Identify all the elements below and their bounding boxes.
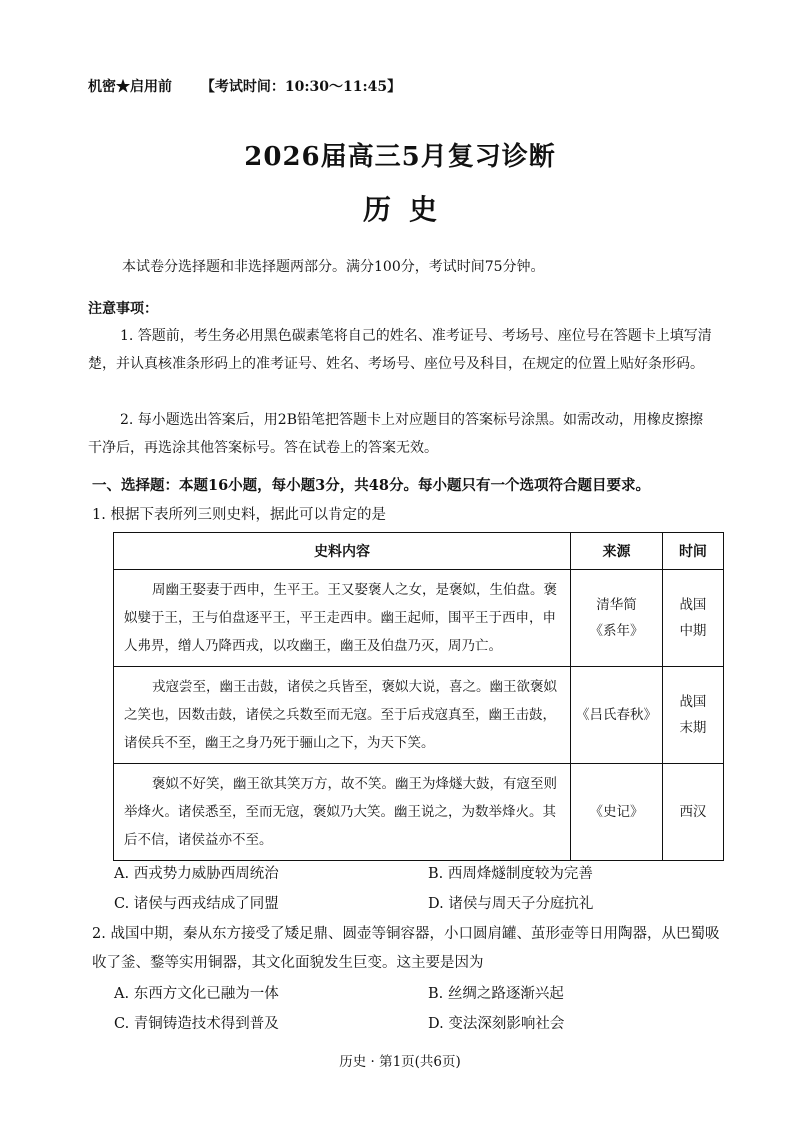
section-heading: 一、选择题：本题16小题，每小题3分，共48分。每小题只有一个选项符合题目要求。 [92,477,650,494]
q1-option-c: C. 诸侯与西戎结成了同盟 [114,896,279,912]
header-time: 时间 [662,533,723,570]
table-row [114,667,724,764]
exam-subject: 历史 [362,193,455,226]
row-content: 戎寇尝至，幽王击鼓，诸侯之兵皆至，褒姒大说，喜之。幽王欲褒姒之笑也，因数击鼓，诸侯之兵数至而无寇。至于后戎寇真至，幽王击鼓，诸侯兵不至，幽王之身乃死于骊山之下，为天下笑。 [114,667,571,764]
q2-option-c: C. 青铜铸造技术得到普及 [114,1016,279,1032]
time-line: 末期 [679,720,707,736]
source-line: 《吕氏春秋》 [575,707,657,723]
source-line: 《史记》 [589,804,644,820]
source-line: 清华简 [596,597,637,613]
q1-option-d: D. 诸侯与周天子分庭抗礼 [428,896,594,912]
source-table [113,532,724,861]
notice-heading: 注意事项： [88,301,158,317]
time-line: 战国 [679,694,707,710]
row-content: 周幽王娶妻于西申，生平王。王又娶褒人之女，是褒姒，生伯盘。褒姒嬖于王，王与伯盘逐平王，平王走西申。幽王起师，围平王于西申，申人弗畀，缯人乃降西戎，以攻幽王，幽王及伯盘乃灭，周乃亡。 [114,570,571,667]
row-time [662,667,723,764]
question-1-stem: 1. 根据下表所列三则史料，据此可以肯定的是 [92,507,386,523]
notice-item: 2. 每小题选出答案后，用2B铅笔把答题卡上对应题目的答案标号涂黑。如需改动，用橡皮擦擦干净后，再选涂其他答案标号。答在试卷上的答案无效。 [88,412,704,456]
table-row [114,764,724,861]
row-content: 褒姒不好笑，幽王欲其笑万方，故不笑。幽王为烽燧大鼓，有寇至则举烽火。诸侯悉至，至而无寇，褒姒乃大笑。幽王说之，为数举烽火。其后不信，诸侯益亦不至。 [114,764,571,861]
source-line: 《系年》 [589,623,644,639]
row-source [571,570,663,667]
row-time [662,764,723,861]
table-row [114,570,724,667]
q2-option-b: B. 丝绸之路逐渐兴起 [428,986,564,1002]
q2-option-a: A. 东西方文化已融为一体 [114,986,279,1002]
row-source [571,764,663,861]
notice-item: 1. 答题前，考生务必用黑色碳素笔将自己的姓名、准考证号、考场号、座位号在答题卡上填写清楚，并认真核准条形码上的准考证号、姓名、考场号、座位号及科目，在规定的位置上贴好条形码。 [88,328,712,372]
question-2-stem: 2. 战国中期，秦从东方接受了矮足鼎、圆壶等铜容器，小口圆肩罐、茧形壶等日用陶器，从巴蜀吸收了釜、鍪等实用铜器，其文化面貌发生巨变。这主要是因为 [92,926,720,971]
exam-intro: 本试卷分选择题和非选择题两部分。满分100分，考试时间75分钟。 [122,259,545,275]
table-header-row [114,533,724,570]
time-line: 中期 [679,623,707,639]
page-footer: 历史 · 第1页(共6页) [339,1054,461,1070]
header-content: 史料内容 [114,533,571,570]
exam-time: 【考试时间：10:30～11:45】 [200,79,402,95]
q1-option-a: A. 西戎势力威胁西周统治 [114,866,279,882]
confidential-header [88,76,425,96]
row-source [571,667,663,764]
secret-label: 机密★启用前 [88,79,172,95]
header-source: 来源 [571,533,663,570]
q2-option-d: D. 变法深刻影响社会 [428,1016,565,1032]
time-line: 西汉 [679,804,707,820]
exam-title: 2026届高三5月复习诊断 [244,142,556,172]
time-line: 战国 [679,597,707,613]
q1-option-b: B. 西周烽燧制度较为完善 [428,866,593,882]
row-time [662,570,723,667]
